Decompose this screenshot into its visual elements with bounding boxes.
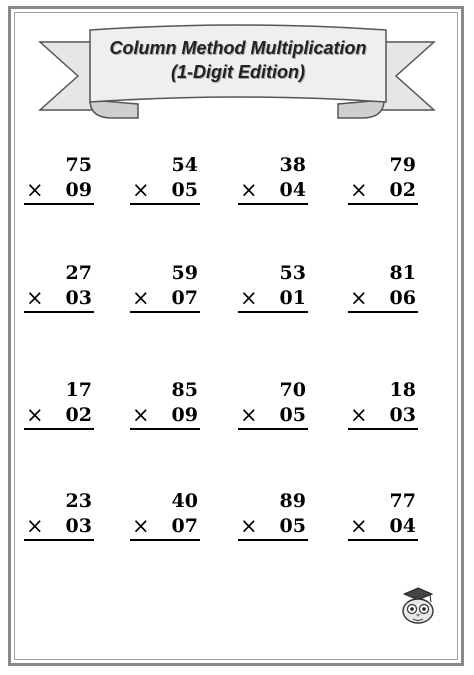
multiplicand: 81 <box>389 262 416 284</box>
multiplier: 07 <box>171 287 198 309</box>
multiplier: 04 <box>389 515 416 537</box>
multiplier: 05 <box>279 515 306 537</box>
multiplicand: 89 <box>279 490 306 512</box>
multiply-symbol: × <box>240 286 258 310</box>
worksheet-title <box>90 36 386 84</box>
multiplier: 02 <box>65 404 92 426</box>
problem-8 <box>348 261 418 313</box>
multiplicand: 53 <box>279 262 306 284</box>
multiplicand: 77 <box>389 490 416 512</box>
problem-5 <box>24 261 94 313</box>
multiply-symbol: × <box>350 403 368 427</box>
multiplier: 03 <box>65 515 92 537</box>
multiplicand: 23 <box>65 490 92 512</box>
multiply-symbol: × <box>240 403 258 427</box>
multiply-symbol: × <box>240 178 258 202</box>
multiply-symbol: × <box>240 514 258 538</box>
multiply-symbol: × <box>132 178 150 202</box>
multiplier: 05 <box>171 179 198 201</box>
multiplicand: 40 <box>171 490 198 512</box>
multiply-symbol: × <box>350 514 368 538</box>
multiplicand: 59 <box>171 262 198 284</box>
problem-7 <box>238 261 308 313</box>
multiplier: 02 <box>389 179 416 201</box>
problem-12 <box>348 378 418 430</box>
multiplicand: 85 <box>171 379 198 401</box>
multiplicand: 70 <box>279 379 306 401</box>
problem-16 <box>348 489 418 541</box>
multiplicand: 18 <box>389 379 416 401</box>
problem-13 <box>24 489 94 541</box>
multiplier: 07 <box>171 515 198 537</box>
title-line-2: (1-Digit Edition) <box>171 62 305 82</box>
problem-6 <box>130 261 200 313</box>
multiply-symbol: × <box>132 514 150 538</box>
problem-4 <box>348 153 418 205</box>
problem-3 <box>238 153 308 205</box>
multiply-symbol: × <box>132 286 150 310</box>
multiply-symbol: × <box>132 403 150 427</box>
multiplicand: 38 <box>279 154 306 176</box>
multiply-symbol: × <box>350 178 368 202</box>
problem-1 <box>24 153 94 205</box>
multiplicand: 54 <box>171 154 198 176</box>
problem-11 <box>238 378 308 430</box>
multiplier: 09 <box>65 179 92 201</box>
multiplier: 03 <box>65 287 92 309</box>
problem-14 <box>130 489 200 541</box>
multiplier: 05 <box>279 404 306 426</box>
multiplicand: 79 <box>389 154 416 176</box>
multiplier: 06 <box>389 287 416 309</box>
title-line-1: Column Method Multiplication <box>109 38 367 58</box>
owl-graduate-icon <box>399 587 437 625</box>
problem-10 <box>130 378 200 430</box>
multiply-symbol: × <box>350 286 368 310</box>
multiplier: 09 <box>171 404 198 426</box>
multiplier: 04 <box>279 179 306 201</box>
multiply-symbol: × <box>26 178 44 202</box>
problem-15 <box>238 489 308 541</box>
multiplicand: 17 <box>65 379 92 401</box>
multiplier: 03 <box>389 404 416 426</box>
multiplicand: 27 <box>65 262 92 284</box>
multiply-symbol: × <box>26 403 44 427</box>
problem-2 <box>130 153 200 205</box>
multiply-symbol: × <box>26 514 44 538</box>
multiply-symbol: × <box>26 286 44 310</box>
multiplier: 01 <box>279 287 306 309</box>
problem-9 <box>24 378 94 430</box>
multiplicand: 75 <box>65 154 92 176</box>
